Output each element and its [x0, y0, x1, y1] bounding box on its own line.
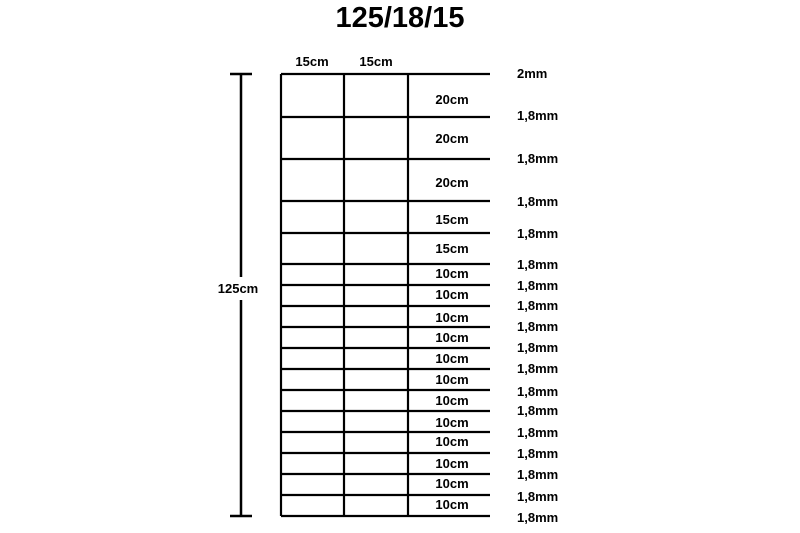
wire-thickness-label: 1,8mm	[517, 425, 559, 440]
row-spacing-label: 20cm	[435, 92, 469, 107]
row-spacing-label: 10cm	[435, 266, 469, 281]
row-spacing-label: 20cm	[435, 175, 469, 190]
wire-thickness-label: 1,8mm	[517, 384, 559, 399]
row-spacing-label: 15cm	[435, 212, 469, 227]
height-label: 125cm	[217, 281, 259, 296]
wire-thickness-label: 1,8mm	[517, 226, 559, 241]
wire-thickness-label: 1,8mm	[517, 151, 559, 166]
column-label: 15cm	[359, 54, 393, 69]
wire-thickness-label: 1,8mm	[517, 108, 559, 123]
wire-thickness-label: 1,8mm	[517, 319, 559, 334]
wire-thickness-label: 1,8mm	[517, 510, 559, 525]
wire-thickness-label: 1,8mm	[517, 403, 559, 418]
row-spacing-label: 10cm	[435, 476, 469, 491]
row-spacing-label: 10cm	[435, 310, 469, 325]
wire-thickness-label: 1,8mm	[517, 257, 559, 272]
wire-thickness-label: 1,8mm	[517, 467, 559, 482]
wire-thickness-label: 1,8mm	[517, 278, 559, 293]
row-spacing-label: 15cm	[435, 241, 469, 256]
column-label: 15cm	[295, 54, 329, 69]
wire-thickness-label: 2mm	[517, 66, 548, 81]
wire-thickness-label: 1,8mm	[517, 489, 559, 504]
row-spacing-label: 10cm	[435, 372, 469, 387]
wire-thickness-label: 1,8mm	[517, 446, 559, 461]
row-spacing-label: 10cm	[435, 497, 469, 512]
row-spacing-label: 10cm	[435, 330, 469, 345]
wire-thickness-label: 1,8mm	[517, 194, 559, 209]
wire-thickness-label: 1,8mm	[517, 340, 559, 355]
row-spacing-label: 10cm	[435, 351, 469, 366]
row-spacing-label: 10cm	[435, 456, 469, 471]
wire-thickness-label: 1,8mm	[517, 361, 559, 376]
diagram-title: 125/18/15	[335, 2, 465, 34]
row-spacing-label: 10cm	[435, 287, 469, 302]
row-spacing-label: 10cm	[435, 415, 469, 430]
row-spacing-label: 10cm	[435, 393, 469, 408]
wire-thickness-label: 1,8mm	[517, 298, 559, 313]
row-spacing-label: 10cm	[435, 434, 469, 449]
row-spacing-label: 20cm	[435, 131, 469, 146]
